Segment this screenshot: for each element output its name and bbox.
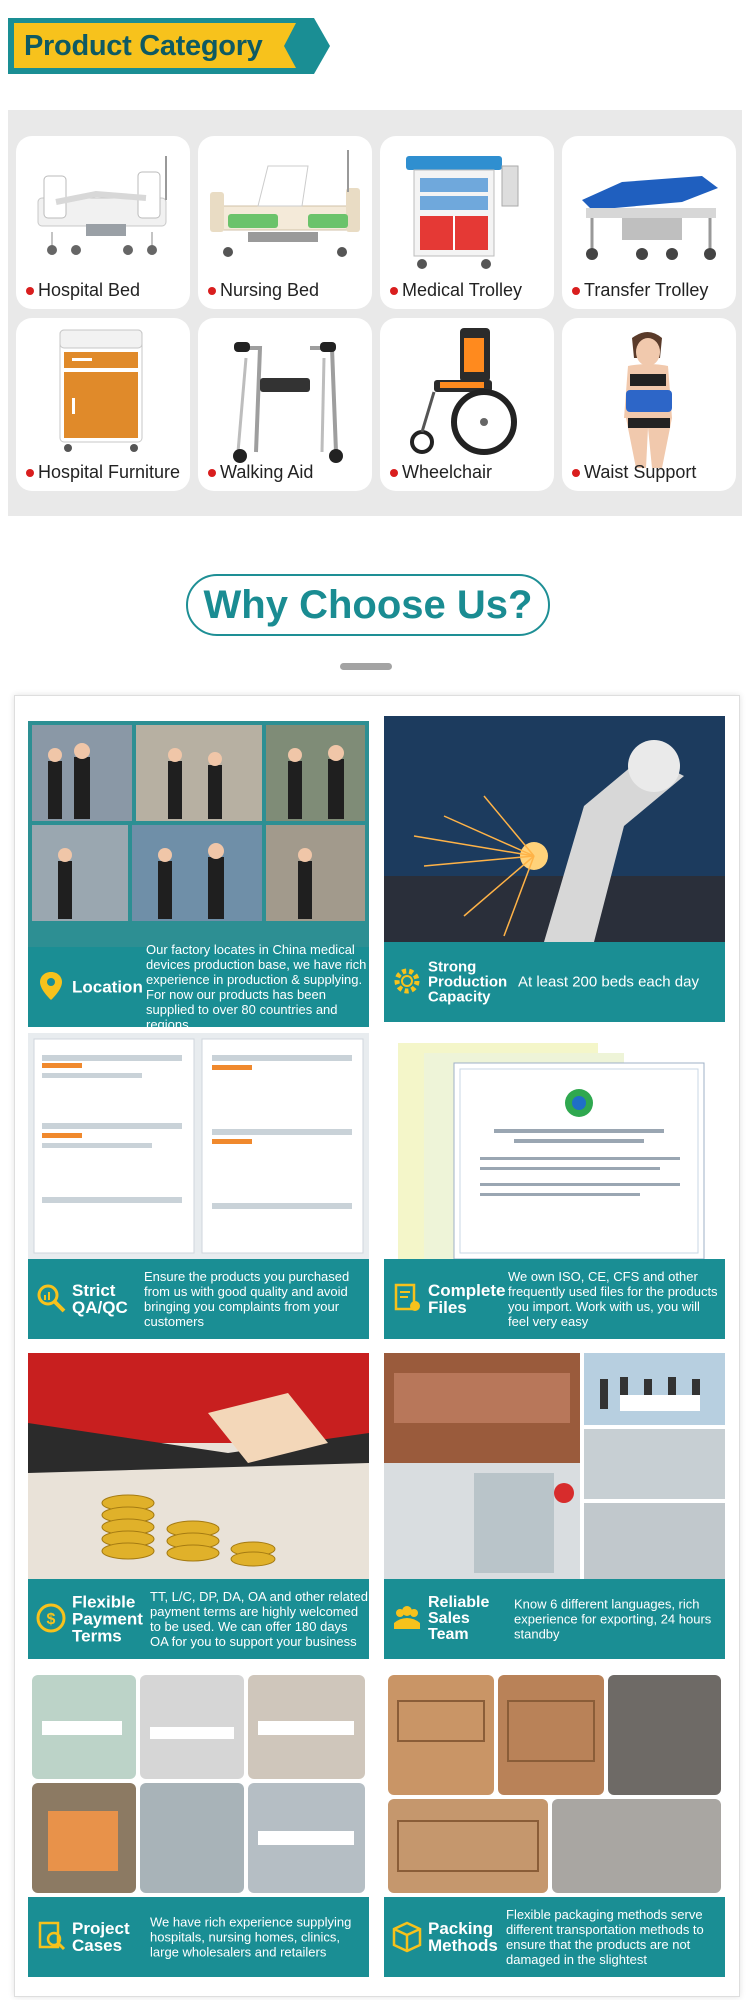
- svg-text:$: $: [46, 1611, 56, 1628]
- document-gear-icon: [390, 1281, 424, 1315]
- feature-production-capacity: [384, 716, 725, 1021]
- feature-title: Location: [72, 977, 143, 997]
- feature-title: Reliable Sales Team: [428, 1594, 490, 1643]
- feature-title: Complete Files: [428, 1281, 506, 1317]
- bullet-dot: [208, 469, 216, 477]
- feature-text: We have rich experience supplying hospitals, nursing homes, clinics, large wholesalers and retailers: [150, 1914, 352, 1960]
- feature-qa-qc: [28, 1033, 369, 1338]
- qa-qc-photo: [28, 1033, 369, 1259]
- feature-title: Project Cases: [72, 1919, 130, 1955]
- box-icon: [390, 1919, 424, 1953]
- feature-title: Packing Methods: [428, 1919, 498, 1955]
- feature-band: [28, 942, 369, 1032]
- product-card-nursing-bed[interactable]: [198, 136, 372, 309]
- product-label: Medical Trolley: [390, 280, 522, 301]
- feature-text: At least 200 beds each day: [518, 973, 699, 991]
- product-label: Hospital Furniture: [26, 462, 180, 483]
- gear-icon: [390, 964, 424, 998]
- feature-flexible-payment-terms: [28, 1353, 369, 1658]
- bullet-dot: [26, 469, 34, 477]
- product-card-waist-support[interactable]: [562, 318, 736, 491]
- bullet-dot: [572, 287, 580, 295]
- feature-location: [28, 721, 369, 1032]
- feature-text: Our factory locates in China medical devices production base, we have rich experience in production & supplying. For now our products has been supplied to over 80 countries and regions: [146, 942, 367, 1032]
- bullet-dot: [572, 469, 580, 477]
- feature-band: [384, 942, 725, 1022]
- certificate-photo: [384, 1033, 725, 1259]
- feature-complete-files: [384, 1033, 725, 1338]
- bullet-dot: [390, 469, 398, 477]
- page-title: Product Category: [24, 30, 263, 62]
- bullet-dot: [26, 287, 34, 295]
- feature-project-cases: [28, 1671, 369, 1976]
- packing-photo: [384, 1671, 725, 1897]
- feature-title: Flexible Payment Terms: [72, 1592, 143, 1646]
- project-cases-photo: [28, 1671, 369, 1897]
- product-card-walking-aid[interactable]: [198, 318, 372, 491]
- product-card-wheelchair[interactable]: [380, 318, 554, 491]
- feature-text: We own ISO, CE, CFS and other frequently used files for the products you import. Work with us, you will feel very easy: [508, 1269, 718, 1329]
- bullet-dot: [390, 287, 398, 295]
- payment-photo: [28, 1353, 369, 1579]
- product-category-banner: [8, 18, 330, 74]
- team-icon: [390, 1601, 424, 1635]
- feature-text: TT, L/C, DP, DA, OA and other related payment terms are highly welcomed to be used. We can offer 180 days OA for you to support your business: [150, 1589, 368, 1649]
- feature-band: [28, 1897, 369, 1977]
- feature-text: Ensure the products you purchased from us with good quality and avoid bringing you complaints from your customers: [144, 1269, 350, 1329]
- feature-text: Know 6 different languages, rich experience for exporting, 24 hours standby: [514, 1596, 712, 1642]
- product-label: Wheelchair: [390, 462, 492, 483]
- product-card-transfer-trolley[interactable]: [562, 136, 736, 309]
- dollar-coin-icon: [34, 1601, 68, 1635]
- product-card-hospital-furniture[interactable]: [16, 318, 190, 491]
- product-label: Walking Aid: [208, 462, 313, 483]
- feature-band: [384, 1259, 725, 1339]
- feature-title: Strong Production Capacity: [428, 958, 508, 1006]
- product-label: Hospital Bed: [26, 280, 140, 301]
- location-photo: [28, 721, 369, 947]
- product-card-hospital-bed[interactable]: [16, 136, 190, 309]
- product-label: Waist Support: [572, 462, 696, 483]
- office-photo: [384, 1353, 725, 1579]
- why-choose-us-heading: Why Choose Us?: [186, 574, 550, 636]
- section-divider: [340, 663, 392, 670]
- feature-band: [28, 1259, 369, 1339]
- production-photo: [384, 716, 725, 942]
- features-panel: [14, 695, 740, 1997]
- magnifier-doc-icon: [34, 1919, 68, 1953]
- feature-band: [28, 1579, 369, 1659]
- feature-band: [384, 1579, 725, 1659]
- feature-text: Flexible packaging methods serve different transportation methods to ensure that the products are not damaged in the slightest: [506, 1907, 704, 1967]
- feature-packing-methods: [384, 1671, 725, 1976]
- product-label: Transfer Trolley: [572, 280, 708, 301]
- magnifier-chart-icon: [34, 1281, 68, 1315]
- feature-reliable-sales-team: [384, 1353, 725, 1658]
- feature-band: [384, 1897, 725, 1977]
- product-label: Nursing Bed: [208, 280, 319, 301]
- bullet-dot: [208, 287, 216, 295]
- product-card-medical-trolley[interactable]: [380, 136, 554, 309]
- location-pin-icon: [34, 969, 68, 1003]
- feature-title: Strict QA/QC: [72, 1281, 128, 1317]
- product-grid: [8, 110, 742, 516]
